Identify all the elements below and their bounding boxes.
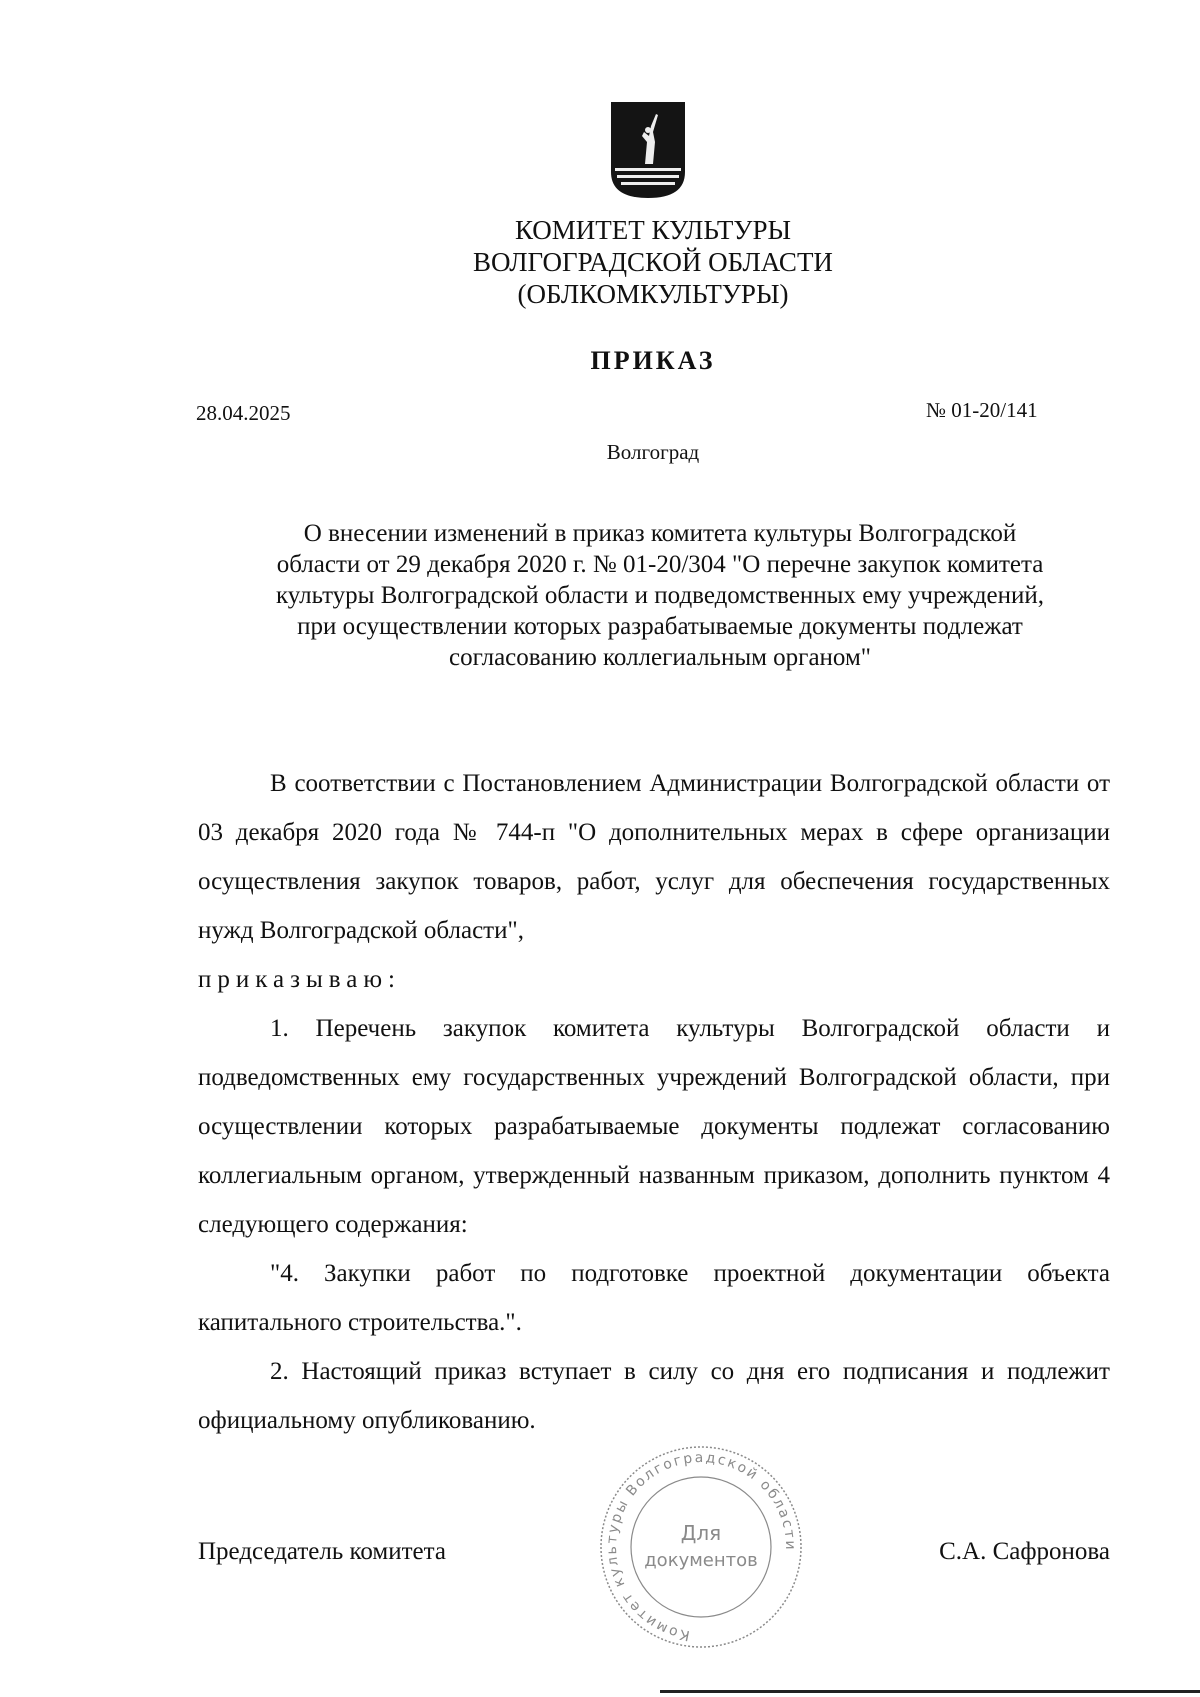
stamp-center-line-2: документов bbox=[644, 1550, 758, 1571]
document-date: 28.04.2025 bbox=[196, 401, 291, 425]
item-1-quote-paragraph: "4. Закупки работ по подготовке проектной документации объекта капитального строительства.". bbox=[198, 1260, 1110, 1336]
document-type-title: ПРИКАЗ bbox=[590, 346, 716, 375]
order-word: приказываю: bbox=[198, 966, 401, 993]
coat-of-arms-emblem bbox=[611, 102, 685, 198]
stamp-center-line-1: Для bbox=[680, 1521, 722, 1545]
org-line-3: (ОБЛКОМКУЛЬТУРЫ) bbox=[517, 279, 789, 309]
subject-line: согласованию коллегиальным органом" bbox=[449, 644, 871, 671]
document-subject bbox=[220, 518, 1100, 673]
subject-line: при осуществлении которых разрабатываемые документы подлежат bbox=[297, 613, 1023, 640]
document-city: Волгоград bbox=[606, 440, 700, 464]
preamble-paragraph: В соответствии с Постановлением Администрации Волгоградской области от 03 декабря 2020 года № 744-п "О дополнительных мерах в сфере организации осуществления закупок товаров, работ, услуг для обеспечения государственных нужд Волгоградской области", bbox=[198, 770, 1110, 944]
scan-edge-line bbox=[660, 1690, 1200, 1693]
subject-line: О внесении изменений в приказ комитета культуры Волгоградской bbox=[303, 520, 1017, 547]
document-number: № 01-20/141 bbox=[926, 398, 1038, 422]
document-body bbox=[198, 759, 1110, 1445]
org-line-2: ВОЛГОГРАДСКОЙ ОБЛАСТИ bbox=[473, 247, 833, 277]
official-stamp bbox=[586, 1442, 816, 1652]
stamp-ring-text: Комитет культуры Волгоградской области bbox=[603, 1449, 799, 1644]
organization-name bbox=[0, 214, 1200, 310]
signatory-title: Председатель комитета bbox=[198, 1538, 446, 1565]
org-line-1: КОМИТЕТ КУЛЬТУРЫ bbox=[514, 215, 792, 245]
subject-line: культуры Волгоградской области и подведомственных ему учреждений, bbox=[275, 582, 1045, 609]
subject-line: области от 29 декабря 2020 г. № 01-20/304 "О перечне закупок комитета bbox=[276, 551, 1044, 578]
item-2-paragraph: 2. Настоящий приказ вступает в силу со дня его подписания и подлежит официальному опубликованию. bbox=[198, 1358, 1110, 1434]
signatory-name: С.А. Сафронова bbox=[939, 1538, 1110, 1565]
item-1-paragraph: 1. Перечень закупок комитета культуры Волгоградской области и подведомственных ему государственных учреждений Волгоградской области, при осуществлении которых разрабатываемые документы подлежат согласованию коллегиальным органом, утвержденный названным приказом, дополнить пунктом 4 следующего содержания: bbox=[198, 1015, 1110, 1238]
